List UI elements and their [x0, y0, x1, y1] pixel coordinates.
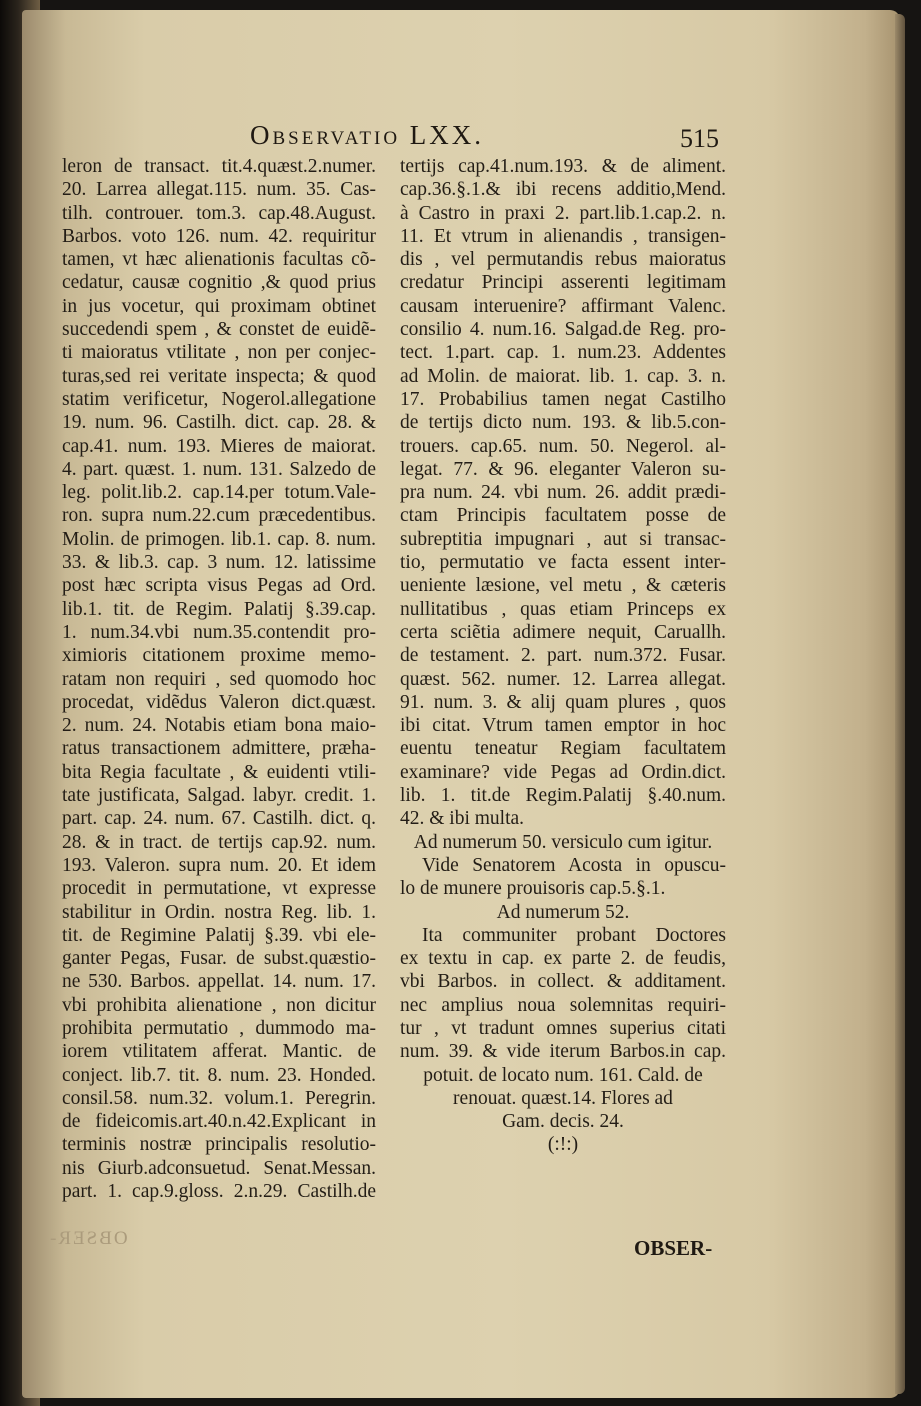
text-line: ctam Principis facultatem posse de — [400, 505, 726, 527]
text-line: ratus transactionem admittere, præha- — [62, 738, 376, 760]
text-line: 4. part. quæst. 1. num. 131. Salzedo de — [62, 458, 376, 480]
text-line: 91. num. 3. & alij quam plures , quos — [400, 691, 726, 713]
text-line: 42. & ibi multa. — [400, 808, 525, 830]
text-line: cap.36.§.1.& ibi recens additio,Mend. — [400, 179, 726, 201]
text-line: potuit. de locato num. 161. Cald. de — [423, 1064, 703, 1086]
text-line: ne 530. Barbos. appellat. 14. num. 17. — [62, 971, 376, 993]
text-line: leg. polit.lib.2. cap.14.per totum.Vale- — [62, 482, 376, 504]
text-line: part. cap. 24. num. 67. Castilh. dict. q. — [62, 808, 376, 830]
text-line: causam interuenire? affirmant Valenc. — [400, 295, 726, 317]
text-line: stabilitur in Ordin. nostra Reg. lib. 1. — [62, 901, 376, 923]
text-line: terminis nostræ principalis resolutio- — [62, 1134, 376, 1156]
text-line: 1. num.34.vbi num.35.contendit pro- — [62, 621, 376, 643]
text-line: procedit in permutatione, vt expresse — [62, 878, 376, 900]
text-line: ron. supra num.22.cum præcedentibus. — [62, 505, 376, 527]
text-line: Ita communiter probant Doctores — [422, 924, 726, 946]
text-line: ex textu in cap. ex parte 2. de feudis, — [400, 948, 726, 970]
text-line: 20. Larrea allegat.115. num. 35. Cas- — [62, 179, 376, 201]
text-line: ximioris citationem proxime memo- — [62, 645, 376, 667]
text-line: tect. 1.part. cap. 1. num.23. Addentes — [400, 342, 726, 364]
text-line: turas,sed rei veritate inspecta; & quod — [62, 365, 376, 387]
text-line: ganter Pegas, Fusar. de subst.quæstio- — [62, 948, 376, 970]
text-line: ad Molin. de maiorat. lib. 1. cap. 3. n. — [400, 365, 726, 387]
text-line: vbi prohibita alienatione , non dicitur — [62, 994, 376, 1016]
text-line: nec amplius noua solemnitas requiri- — [400, 994, 726, 1016]
text-line: ti maioratus vtilitate , non per conjec- — [62, 342, 376, 364]
text-line: bita Regia facultate , & euidenti vtili- — [62, 761, 376, 783]
text-line: 28. & in tract. de tertijs cap.92. num. — [62, 831, 376, 853]
right-column — [400, 155, 726, 1157]
text-line: tur , vt tradunt omnes superius citati — [400, 1017, 726, 1039]
text-line: 33. & lib.3. cap. 3 num. 12. latissime — [62, 552, 376, 574]
text-line: succedendi spem , & constet de euidẽ- — [62, 319, 376, 341]
text-line: in jus vocetur, qui proximam obtinet — [62, 295, 376, 317]
text-line: 193. Valeron. supra num. 20. Et idem — [62, 854, 376, 876]
text-line: tilh. controuer. tom.3. cap.48.August. — [62, 202, 376, 224]
section-heading: Ad numerum 50. versiculo cum igitur. — [413, 831, 713, 853]
text-line: tamen, vt hæc alienationis facultas cõ- — [62, 249, 376, 271]
end-ornament: (:!:) — [547, 1134, 579, 1156]
text-line: procedat, vidẽdus Valeron dict.quæst. — [62, 691, 376, 713]
text-line: renouat. quæst.14. Flores ad — [453, 1087, 673, 1109]
text-line: examinare? vide Pegas ad Ordin.dict. — [400, 761, 726, 783]
text-line: 11. Et vtrum in alienandis , transigen- — [400, 225, 726, 247]
text-line: dis , vel permutandis rebus maioratus — [400, 249, 726, 271]
text-line: part. 1. cap.9.gloss. 2.n.29. Castilh.de — [62, 1181, 376, 1203]
text-line: 17. Probabilius tamen negat Castilho — [400, 388, 726, 410]
text-line: vbi Barbos. in collect. & additament. — [400, 971, 726, 993]
left-column — [62, 155, 376, 1203]
text-line: ueniente læsione, vel metu , & cæteris — [400, 575, 726, 597]
text-line: lo de munere prouisoris cap.5.§.1. — [400, 878, 666, 900]
text-line: tio, permutatio ve facta essent inter- — [400, 552, 726, 574]
text-line: certa sciẽtia adimere nequit, Caruallh. — [400, 621, 726, 643]
text-line: consilio 4. num.16. Salgad.de Reg. pro- — [400, 319, 726, 341]
text-line: post hæc scripta visus Pegas ad Ord. — [62, 575, 376, 597]
text-line: lib. 1. tit.de Regim.Palatij §.40.num. — [400, 785, 726, 807]
section-heading: Ad numerum 52. — [496, 901, 630, 923]
running-header — [250, 120, 484, 151]
text-line: trouers. cap.65. num. 50. Negerol. al- — [400, 435, 726, 457]
page-edge — [895, 14, 905, 1394]
text-line: num. 39. & vide iterum Barbos.in cap. — [400, 1041, 726, 1063]
text-line: Gam. decis. 24. — [502, 1111, 624, 1133]
text-line: tate justificata, Salgad. labyr. credit. 1. — [62, 785, 376, 807]
text-line: statim verificetur, Nogerol.allegatione — [62, 388, 376, 410]
text-line: ibi citat. Vtrum tamen emptor in hoc — [400, 715, 726, 737]
text-line: Barbos. voto 126. num. 42. requiritur — [62, 225, 376, 247]
text-line: conject. lib.7. tit. 8. num. 23. Honded. — [62, 1064, 376, 1086]
text-line: Vide Senatorem Acosta in opuscu- — [422, 854, 726, 876]
text-line: subreptitia impugnari , aut si transac- — [400, 528, 726, 550]
header-number: LXX. — [409, 120, 485, 150]
text-line: de testament. 2. part. num.372. Fusar. — [400, 645, 726, 667]
text-line: quæst. 562. numer. 12. Larrea allegat. — [400, 668, 726, 690]
bleed-through-text: OBSER- — [48, 1228, 128, 1249]
text-line: iorem vtilitatem afferat. Mantic. de — [62, 1041, 376, 1063]
text-line: leron de transact. tit.4.quæst.2.numer. — [62, 156, 376, 177]
catchword: OBSER- — [634, 1236, 713, 1260]
text-line: pra num. 24. vbi num. 26. addit prædi- — [400, 482, 726, 504]
text-line: de tertijs dicto num. 193. & lib.5.con- — [400, 412, 726, 434]
text-line: euentu teneatur Regiam facultatem — [400, 738, 726, 760]
text-line: legat. 77. & 96. eleganter Valeron su- — [400, 458, 726, 480]
text-line: tit. de Regimine Palatij §.39. vbi ele- — [62, 924, 376, 946]
text-line: cedatur, causæ cognitio ,& quod prius — [62, 272, 376, 294]
text-line: 19. num. 96. Castilh. dict. cap. 28. & — [62, 412, 376, 434]
text-line: 2. num. 24. Notabis etiam bona maio- — [62, 715, 376, 737]
text-line: à Castro in praxi 2. part.lib.1.cap.2. n. — [400, 202, 726, 224]
header-title: BSERVATIO — [272, 128, 401, 149]
text-line: nis Giurb.adconsuetud. Senat.Messan. — [62, 1157, 376, 1179]
text-line: credatur Principi asserenti legitimam — [400, 272, 726, 294]
text-line: cap.41. num. 193. Mieres de maiorat. — [62, 435, 376, 457]
text-line: prohibita permutatio , dummodo ma- — [62, 1017, 376, 1039]
text-line: de fideicomis.art.40.n.42.Explicant in — [62, 1111, 376, 1133]
page-number: 515 — [680, 124, 719, 153]
header-initial: O — [250, 120, 273, 150]
text-line: Molin. de primogen. lib.1. cap. 8. num. — [62, 528, 376, 550]
text-line: lib.1. tit. de Regim. Palatij §.39.cap. — [62, 598, 376, 620]
text-line: nullitatibus , quas etiam Princeps ex — [400, 598, 726, 620]
text-line: tertijs cap.41.num.193. & de aliment. — [400, 156, 726, 177]
text-line: ratam non requiri , sed quomodo hoc — [62, 668, 376, 690]
text-line: consil.58. num.32. volum.1. Peregrin. — [62, 1087, 376, 1109]
